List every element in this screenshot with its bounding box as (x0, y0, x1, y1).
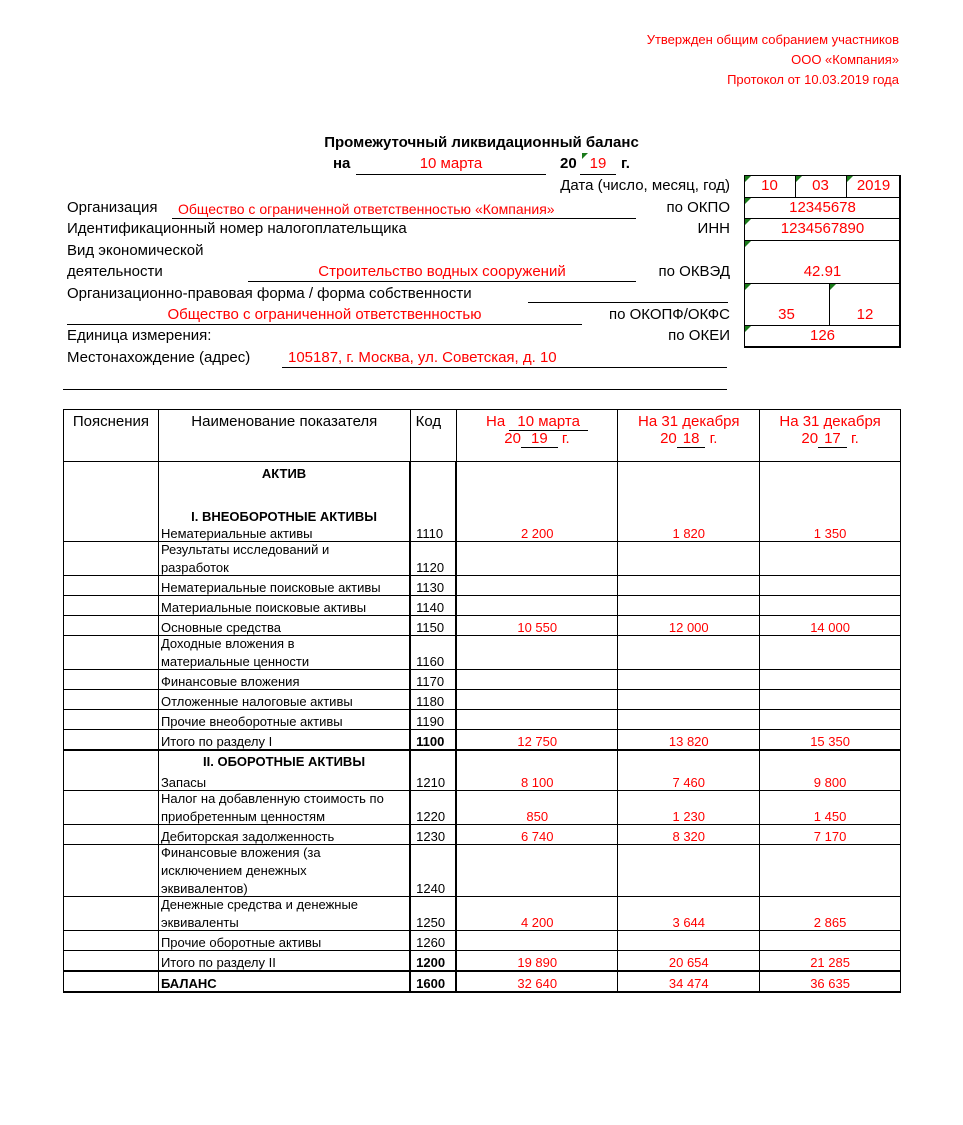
col2-year: 18 (677, 430, 706, 448)
row-value-1 (456, 931, 618, 951)
okopf-label: по ОКОПФ/ОКФС (608, 306, 730, 323)
section2-heading: II. ОБОРОТНЫЕ АКТИВЫ (203, 754, 366, 769)
document-title: Промежуточный ликвидационный баланс (324, 134, 639, 151)
table-row (64, 462, 901, 542)
row-notes-cell (64, 730, 159, 751)
legal-form-line-right (528, 284, 728, 303)
row-notes-cell (64, 690, 159, 710)
row-value-2: 1 820 (618, 462, 760, 542)
row-code-cell: 1220 (410, 791, 456, 825)
row-value-3: 1 450 (760, 791, 901, 825)
codes-hline (744, 240, 901, 241)
row-name: Материальные поисковые активы (160, 600, 367, 615)
row-name: материальные ценности (160, 654, 310, 669)
row-value-2: 8 320 (618, 825, 760, 845)
row-code-cell: 1250 (410, 897, 456, 931)
row-notes-cell (64, 825, 159, 845)
row-code-cell: 1120 (410, 542, 456, 576)
col1-year: 19 (521, 430, 558, 448)
row-name-cell (158, 750, 410, 791)
address-value: 105187, г. Москва, ул. Советская, д. 10 (288, 349, 557, 366)
balance-table (63, 409, 901, 993)
okei-label: по ОКЕИ (668, 327, 730, 344)
row-value-1: 6 740 (456, 825, 618, 845)
row-value-3 (760, 670, 901, 690)
row-name-cell (158, 576, 410, 596)
table-row (64, 730, 901, 751)
row-name-line: Налог на добавленную стоимость по (160, 791, 384, 806)
row-value-3 (760, 690, 901, 710)
row-value-3: 15 350 (760, 730, 901, 751)
row-value-1: 4 200 (456, 897, 618, 931)
row-name-cell (158, 825, 410, 845)
title-year-suffix: 19 (589, 155, 607, 172)
row-name-cell (158, 636, 410, 670)
row-name: эквивалентов) (160, 881, 248, 896)
okpo-value: 12345678 (789, 199, 856, 216)
title-year-g: г. (621, 155, 630, 172)
row-name: Итого по разделу II (160, 955, 276, 970)
okfs-value: 12 (856, 306, 874, 323)
date-year: 2019 (856, 177, 891, 194)
row-name: Финансовые вложения (160, 674, 300, 689)
okved-label: по ОКВЭД (658, 263, 730, 280)
row-value-3: 14 000 (760, 616, 901, 636)
row-value-2: 1 230 (618, 791, 760, 825)
table-row (64, 670, 901, 690)
row-value-2 (618, 710, 760, 730)
okopf-value: 35 (778, 306, 795, 323)
row-value-1: 850 (456, 791, 618, 825)
row-code-cell: 1170 (410, 670, 456, 690)
row-value-1 (456, 636, 618, 670)
row-value-2: 7 460 (618, 750, 760, 791)
row-name-cell (158, 616, 410, 636)
row-notes-cell (64, 596, 159, 616)
okei-value: 126 (809, 327, 836, 344)
row-code-cell: 1600 (410, 971, 456, 992)
row-name-cell (158, 845, 410, 897)
row-notes-cell (64, 845, 159, 897)
col3-label: На 31 декабря (779, 413, 881, 430)
row-notes-cell (64, 750, 159, 791)
row-value-2: 3 644 (618, 897, 760, 931)
row-notes-cell (64, 616, 159, 636)
row-name-line: Результаты исследований и (160, 542, 330, 557)
title-date-value: 10 марта (419, 155, 483, 172)
col3-g: г. (850, 430, 859, 447)
row-value-1 (456, 576, 618, 596)
table-row (64, 931, 901, 951)
row-value-1: 2 200 (456, 462, 618, 542)
col1-date: 10 марта (509, 413, 588, 431)
approval-line-3: Протокол от 10.03.2019 года (727, 72, 899, 87)
row-code-cell: 1130 (410, 576, 456, 596)
row-value-3 (760, 845, 901, 897)
cell-comment-marker (830, 284, 836, 290)
row-value-1: 32 640 (456, 971, 618, 992)
row-name-cell (158, 931, 410, 951)
cell-comment-marker (745, 284, 751, 290)
row-value-1 (456, 542, 618, 576)
row-name: Отложенные налоговые активы (160, 694, 353, 709)
col1-g: г. (561, 430, 570, 447)
address-label: Местонахождение (адрес) (67, 349, 251, 366)
row-name-cell (158, 897, 410, 931)
row-value-3 (760, 636, 901, 670)
col-header-period-3 (760, 410, 901, 462)
col2-label: На 31 декабря (638, 413, 740, 430)
inn-code-label: ИНН (697, 220, 730, 237)
date-day: 10 (761, 177, 778, 194)
inn-label: Идентификационный номер налогоплательщика (67, 220, 407, 237)
row-name-line: Финансовые вложения (за (160, 845, 321, 860)
row-value-1 (456, 670, 618, 690)
table-row (64, 825, 901, 845)
row-code-cell: 1160 (410, 636, 456, 670)
table-row (64, 750, 901, 791)
row-value-3: 9 800 (760, 750, 901, 791)
row-value-2 (618, 542, 760, 576)
row-value-3: 1 350 (760, 462, 901, 542)
row-value-1: 12 750 (456, 730, 618, 751)
col2-y20: 20 (660, 430, 677, 447)
col-header-notes: Пояснения (64, 410, 159, 462)
row-value-2: 20 654 (618, 951, 760, 972)
row-notes-cell (64, 897, 159, 931)
table-row (64, 690, 901, 710)
row-name: БАЛАНС (160, 976, 217, 991)
row-value-3: 36 635 (760, 971, 901, 992)
table-row (64, 971, 901, 992)
row-name: Основные средства (160, 620, 281, 635)
row-name-cell (158, 730, 410, 751)
codes-hline (744, 197, 901, 198)
row-value-1 (456, 596, 618, 616)
row-value-1 (456, 845, 618, 897)
approval-block (647, 30, 899, 90)
row-name: Итого по разделу I (160, 734, 273, 749)
row-name-line: Доходные вложения в (160, 636, 295, 651)
activity-label-1: Вид экономической (67, 242, 204, 259)
row-name-cell (158, 971, 410, 992)
table-row (64, 616, 901, 636)
row-value-2 (618, 636, 760, 670)
title-year-prefix: 20 (560, 155, 577, 172)
inn-value: 1234567890 (780, 220, 865, 237)
date-month: 03 (812, 177, 829, 194)
row-notes-cell (64, 542, 159, 576)
row-code-cell: 1260 (410, 931, 456, 951)
row-value-1: 19 890 (456, 951, 618, 972)
row-name-cell (158, 542, 410, 576)
row-code-cell: 1180 (410, 690, 456, 710)
table-row (64, 596, 901, 616)
row-code-cell: 1190 (410, 710, 456, 730)
col1-y20: 20 (504, 430, 521, 447)
col1-na: На (486, 413, 506, 430)
legal-form-value: Общество с ограниченной ответственностью (167, 306, 482, 323)
section1-heading: I. ВНЕОБОРОТНЫЕ АКТИВЫ (191, 509, 377, 524)
codes-hline (744, 325, 901, 326)
table-row (64, 897, 901, 931)
row-name-cell (158, 791, 410, 825)
row-name-cell (158, 670, 410, 690)
row-name: эквиваленты (160, 915, 239, 930)
row-notes-cell (64, 636, 159, 670)
org-label: Организация (67, 199, 158, 216)
col-header-name: Наименование показателя (158, 410, 410, 462)
table-row (64, 951, 901, 972)
row-value-3 (760, 576, 901, 596)
col-header-code: Код (410, 410, 456, 462)
row-notes-cell (64, 951, 159, 972)
row-code-cell: 1100 (410, 730, 456, 751)
row-code-cell: 1140 (410, 596, 456, 616)
table-row (64, 576, 901, 596)
row-value-3: 2 865 (760, 897, 901, 931)
table-header-row (64, 410, 901, 462)
row-name-line: Денежные средства и денежные (160, 897, 359, 912)
row-value-2 (618, 931, 760, 951)
codes-hline (744, 283, 901, 284)
row-value-2: 34 474 (618, 971, 760, 992)
row-notes-cell (64, 670, 159, 690)
row-value-2 (618, 845, 760, 897)
row-name: Прочие внеоборотные активы (160, 714, 343, 729)
table-row (64, 636, 901, 670)
date-label: Дата (число, месяц, год) (560, 177, 730, 194)
title-na: на (333, 155, 351, 172)
row-value-1 (456, 710, 618, 730)
row-notes-cell (64, 931, 159, 951)
row-name-cell (158, 710, 410, 730)
row-notes-cell (64, 971, 159, 992)
row-value-3 (760, 596, 901, 616)
row-code-cell: 1200 (410, 951, 456, 972)
col-header-period-1 (456, 410, 618, 462)
legal-form-label: Организационно-правовая форма / форма собственности (67, 285, 472, 302)
row-name: разработок (160, 560, 229, 575)
org-value: Общество с ограниченной ответственностью «Компания» (178, 201, 555, 217)
row-code-cell: 1240 (410, 845, 456, 897)
row-code-cell: 1230 (410, 825, 456, 845)
col-header-period-2 (618, 410, 760, 462)
row-value-1: 8 100 (456, 750, 618, 791)
row-name: Нематериальные активы (160, 526, 313, 541)
activity-label-2: деятельности (67, 263, 163, 280)
row-value-3: 7 170 (760, 825, 901, 845)
aktiv-heading: АКТИВ (261, 466, 307, 481)
row-value-2 (618, 596, 760, 616)
row-name: Нематериальные поисковые активы (160, 580, 381, 595)
row-name-cell (158, 596, 410, 616)
row-value-1: 10 550 (456, 616, 618, 636)
row-value-2: 13 820 (618, 730, 760, 751)
approval-line-2: ООО «Компания» (791, 52, 899, 67)
row-value-3 (760, 931, 901, 951)
row-value-2 (618, 670, 760, 690)
row-code-cell: 1150 (410, 616, 456, 636)
unit-label: Единица измерения: (67, 327, 212, 344)
row-code-cell: 1210 (410, 750, 456, 791)
row-notes-cell (64, 710, 159, 730)
row-name-line: исключением денежных (160, 863, 307, 878)
col3-year: 17 (818, 430, 847, 448)
row-name: Запасы (160, 775, 207, 790)
row-value-3 (760, 542, 901, 576)
row-notes-cell (64, 462, 159, 542)
row-value-2: 12 000 (618, 616, 760, 636)
col3-y20: 20 (801, 430, 819, 447)
row-notes-cell (64, 791, 159, 825)
cell-comment-marker (745, 241, 751, 247)
address-line-2 (63, 371, 727, 390)
table-row (64, 791, 901, 825)
row-notes-cell (64, 576, 159, 596)
row-name-cell (158, 462, 410, 542)
row-value-3 (760, 710, 901, 730)
row-name: Прочие оборотные активы (160, 935, 322, 950)
col2-g: г. (709, 430, 718, 447)
table-row (64, 542, 901, 576)
okpo-label: по ОКПО (666, 199, 730, 216)
row-name-cell (158, 951, 410, 972)
okved-value: 42.91 (803, 263, 842, 280)
approval-line-1: Утвержден общим собранием участников (646, 32, 899, 47)
row-name-cell (158, 690, 410, 710)
table-row (64, 845, 901, 897)
row-value-2 (618, 690, 760, 710)
codes-hline (744, 218, 901, 219)
row-value-1 (456, 690, 618, 710)
row-name: Дебиторская задолженность (160, 829, 335, 844)
table-row (64, 710, 901, 730)
row-code-cell: 1110 (410, 462, 456, 542)
row-value-3: 21 285 (760, 951, 901, 972)
activity-value: Строительство водных сооружений (318, 263, 566, 280)
row-value-2 (618, 576, 760, 596)
row-name: приобретенным ценностям (160, 809, 326, 824)
